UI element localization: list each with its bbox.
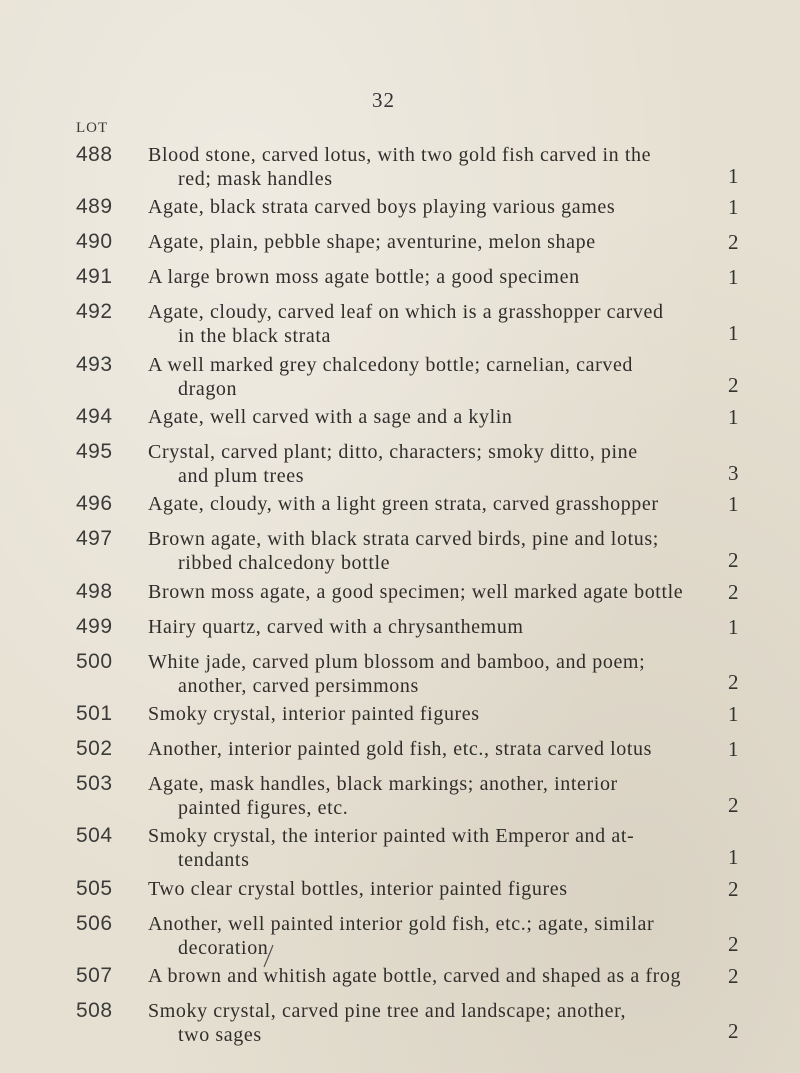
- lot-description: [148, 737, 708, 761]
- lot-description-line: Agate, mask handles, black markings; another, interior: [148, 773, 618, 796]
- lot-description: [148, 440, 708, 488]
- lot-number: 492: [76, 300, 113, 324]
- lot-quantity: 2: [728, 670, 739, 695]
- lot-number: 504: [76, 824, 113, 848]
- page-number: 32: [372, 88, 395, 112]
- lot-description: [148, 300, 708, 348]
- lot-description: [148, 353, 708, 401]
- lot-description-continuation: painted figures, etc.: [178, 797, 349, 820]
- lot-description: [148, 230, 708, 254]
- lot-description: [148, 824, 708, 872]
- lot-description-line: Two clear crystal bottles, interior painted figures: [148, 877, 568, 900]
- lot-description-continuation: red; mask handles: [178, 168, 333, 190]
- lot-quantity: 3: [728, 460, 739, 485]
- lot-number: 496: [76, 492, 113, 516]
- lot-quantity: 1: [728, 844, 739, 869]
- lot-description: [148, 702, 708, 726]
- lot-description: [148, 405, 708, 429]
- lot-description-continuation: decoration: [178, 936, 269, 959]
- lot-quantity: 1: [728, 321, 739, 346]
- lot-quantity: 2: [728, 963, 739, 988]
- lot-number: 495: [76, 440, 113, 463]
- lot-description-continuation: dragon: [178, 377, 238, 400]
- lot-number: 503: [76, 772, 113, 796]
- lot-description-continuation: two sages: [178, 1023, 262, 1046]
- lot-description: [148, 964, 708, 988]
- lot-description-line: Crystal, carved plant; ditto, characters; smoky ditto, pine: [148, 441, 638, 463]
- lot-number: 499: [76, 614, 113, 638]
- lot-description-line: Agate, well carved with a sage and a kylin: [148, 405, 513, 428]
- lot-description: [148, 143, 708, 191]
- lot-number: 506: [76, 911, 113, 935]
- lot-quantity: 1: [728, 492, 739, 517]
- lot-description-line: Hairy quartz, carved with a chrysanthemum: [148, 615, 524, 638]
- lot-description-line: A brown and whitish agate bottle, carved and shaped as a frog: [148, 964, 682, 987]
- lot-description-line: Smoky crystal, carved pine tree and landscape; another,: [148, 999, 627, 1022]
- lot-quantity: 1: [728, 614, 739, 639]
- lot-description-line: Agate, black strata carved boys playing various games: [148, 196, 616, 219]
- lot-description: [148, 265, 708, 289]
- lot-column-header: LOT: [76, 120, 109, 136]
- lot-description-line: A large brown moss agate bottle; a good specimen: [148, 266, 580, 289]
- lot-quantity: 2: [728, 876, 739, 901]
- lot-quantity: 1: [728, 701, 739, 726]
- lot-description-continuation: ribbed chalcedony bottle: [178, 552, 391, 575]
- lot-number: 501: [76, 701, 113, 725]
- lot-number: 498: [76, 579, 113, 603]
- lot-number: 494: [76, 404, 113, 428]
- lot-description-line: Agate, plain, pebble shape; aventurine, melon shape: [148, 231, 596, 254]
- lot-number: 508: [76, 998, 113, 1022]
- lot-description: [148, 195, 708, 219]
- lot-quantity: 2: [728, 1019, 739, 1044]
- lot-description-line: A well marked grey chalcedony bottle; carnelian, carved: [148, 353, 634, 376]
- lot-description-line: Agate, cloudy, carved leaf on which is a grasshopper carved: [148, 301, 664, 324]
- lot-number: 500: [76, 649, 113, 673]
- lot-description-line: White jade, carved plum blossom and bamboo, and poem;: [148, 650, 646, 673]
- lot-description-line: Blood stone, carved lotus, with two gold fish carved in the: [148, 144, 652, 166]
- lot-description-continuation: and plum trees: [178, 465, 305, 487]
- lot-description-line: Another, well painted interior gold fish, etc.; agate, similar: [148, 912, 655, 935]
- lot-quantity: 2: [728, 932, 739, 957]
- lot-description: [148, 650, 708, 698]
- lot-number: 502: [76, 737, 113, 760]
- lot-description-line: Agate, cloudy, with a light green strata, carved grasshopper: [148, 493, 659, 516]
- lot-number: 493: [76, 352, 113, 376]
- lot-description: [148, 615, 708, 639]
- lot-number: 505: [76, 876, 113, 900]
- lot-number: 488: [76, 143, 113, 166]
- lot-description: [148, 772, 708, 820]
- lot-quantity: 2: [728, 792, 739, 817]
- lot-description: [148, 580, 708, 604]
- lot-number: 490: [76, 230, 113, 254]
- lot-description-line: Another, interior painted gold fish, etc., strata carved lotus: [148, 738, 653, 760]
- lot-quantity: 1: [728, 737, 739, 761]
- lot-description-line: Brown moss agate, a good specimen; well marked agate bottle: [148, 580, 684, 603]
- lot-description-continuation: tendants: [178, 849, 250, 872]
- lot-quantity: 2: [728, 373, 739, 398]
- lot-quantity: 2: [728, 230, 739, 255]
- lot-description: [148, 492, 708, 516]
- lot-quantity: 2: [728, 579, 739, 604]
- lot-description-continuation: another, carved persimmons: [178, 674, 419, 697]
- lot-description: [148, 877, 708, 901]
- lot-quantity: 1: [728, 404, 739, 429]
- lot-quantity: 1: [728, 265, 739, 290]
- pencil-mark-icon: [262, 943, 276, 969]
- lot-number: 491: [76, 265, 113, 289]
- lot-description-line: Smoky crystal, the interior painted with Emperor and at-: [148, 825, 635, 848]
- lot-description: [148, 999, 708, 1047]
- lot-quantity: 1: [728, 163, 739, 188]
- lot-quantity: 1: [728, 195, 739, 220]
- lot-quantity: 2: [728, 547, 739, 572]
- lot-description-continuation: in the black strata: [178, 325, 332, 348]
- lot-description: [148, 527, 708, 575]
- lot-description: [148, 912, 708, 960]
- lot-number: 507: [76, 963, 113, 987]
- lot-number: 497: [76, 527, 113, 551]
- lot-description-line: Smoky crystal, interior painted figures: [148, 702, 480, 725]
- lot-number: 489: [76, 195, 113, 219]
- lot-description-line: Brown agate, with black strata carved birds, pine and lotus;: [148, 528, 659, 551]
